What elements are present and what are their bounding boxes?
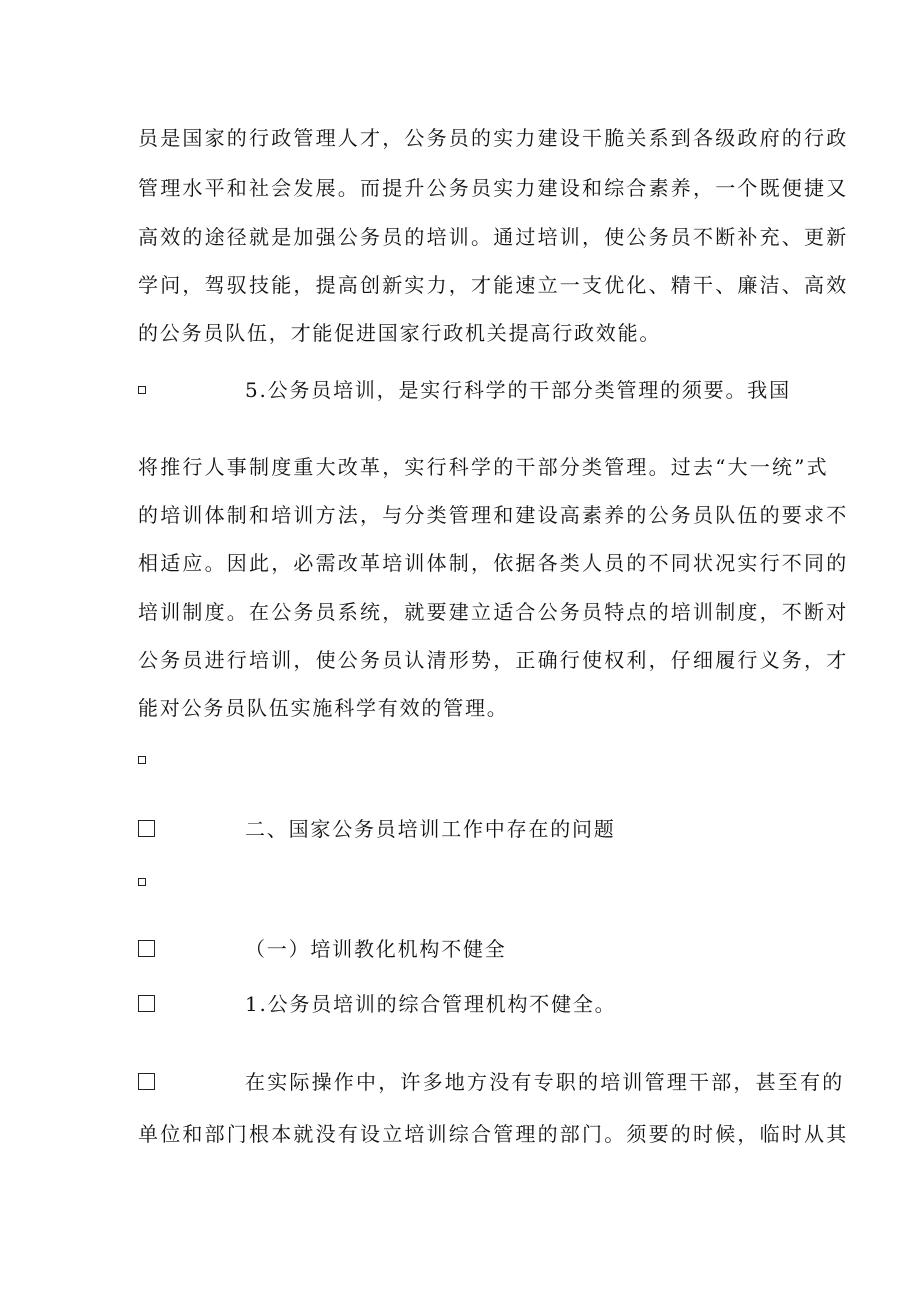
bullet-placeholder-icon	[138, 878, 146, 886]
paragraph-1-line-2: 管理水平和社会发展。而提升公务员实力建设和综合素养，一个既便捷又	[138, 176, 849, 200]
paragraph-2-line-5: 公务员进行培训，使公务员认清形势，正确行使权利，仔细履行义务，才	[138, 648, 849, 672]
paragraph-1-line-1: 员是国家的行政管理人才，公务员的实力建设干脆关系到各级政府的行政	[138, 126, 849, 150]
paragraph-2-line-2: 的培训体制和培训方法，与分类管理和建设高素养的公务员队伍的要求不	[138, 503, 849, 527]
paragraph-2-line-3: 相适应。因此，必需改革培训体制，依据各类人员的不同状况实行不同的	[138, 551, 849, 575]
paragraph-1-line-5: 的公务员队伍，才能促进国家行政机关提高行政效能。	[138, 321, 662, 345]
paragraph-2-line-1: 将推行人事制度重大改革，实行科学的干部分类管理。过去“大一统”式	[138, 455, 829, 479]
bullet-box-icon	[138, 820, 155, 837]
subsection-1-heading: （一）培训教化机构不健全	[245, 937, 507, 961]
bullet-box-icon	[138, 1073, 155, 1090]
paragraph-2-line-4: 培训制度。在公务员系统，就要建立适合公务员特点的培训制度，不断对	[138, 600, 849, 624]
bullet-placeholder-icon	[138, 386, 146, 394]
paragraph-2-line-6: 能对公务员队伍实施科学有效的管理。	[138, 696, 509, 720]
bullet-box-icon	[138, 940, 155, 957]
item-5-text: 5.公务员培训，是实行科学的干部分类管理的须要。我国	[245, 378, 791, 402]
section-2-heading: 二、国家公务员培训工作中存在的问题	[245, 817, 616, 841]
item-1-text: 1.公务员培训的综合管理机构不健全。	[245, 992, 617, 1016]
bullet-placeholder-icon	[138, 756, 146, 764]
paragraph-1-line-4: 学问，驾驭技能，提高创新实力，才能速立一支优化、精干、廉洁、高效	[138, 273, 849, 297]
paragraph-1-line-3: 高效的途径就是加强公务员的培训。通过培训，使公务员不断补充、更新	[138, 225, 849, 249]
bullet-box-icon	[138, 995, 155, 1012]
paragraph-3-line-2: 单位和部门根本就没有设立培训综合管理的部门。须要的时候，临时从其	[138, 1122, 849, 1146]
paragraph-3-first-line: 在实际操作中，许多地方没有专职的培训管理干部，甚至有的	[245, 1070, 845, 1094]
